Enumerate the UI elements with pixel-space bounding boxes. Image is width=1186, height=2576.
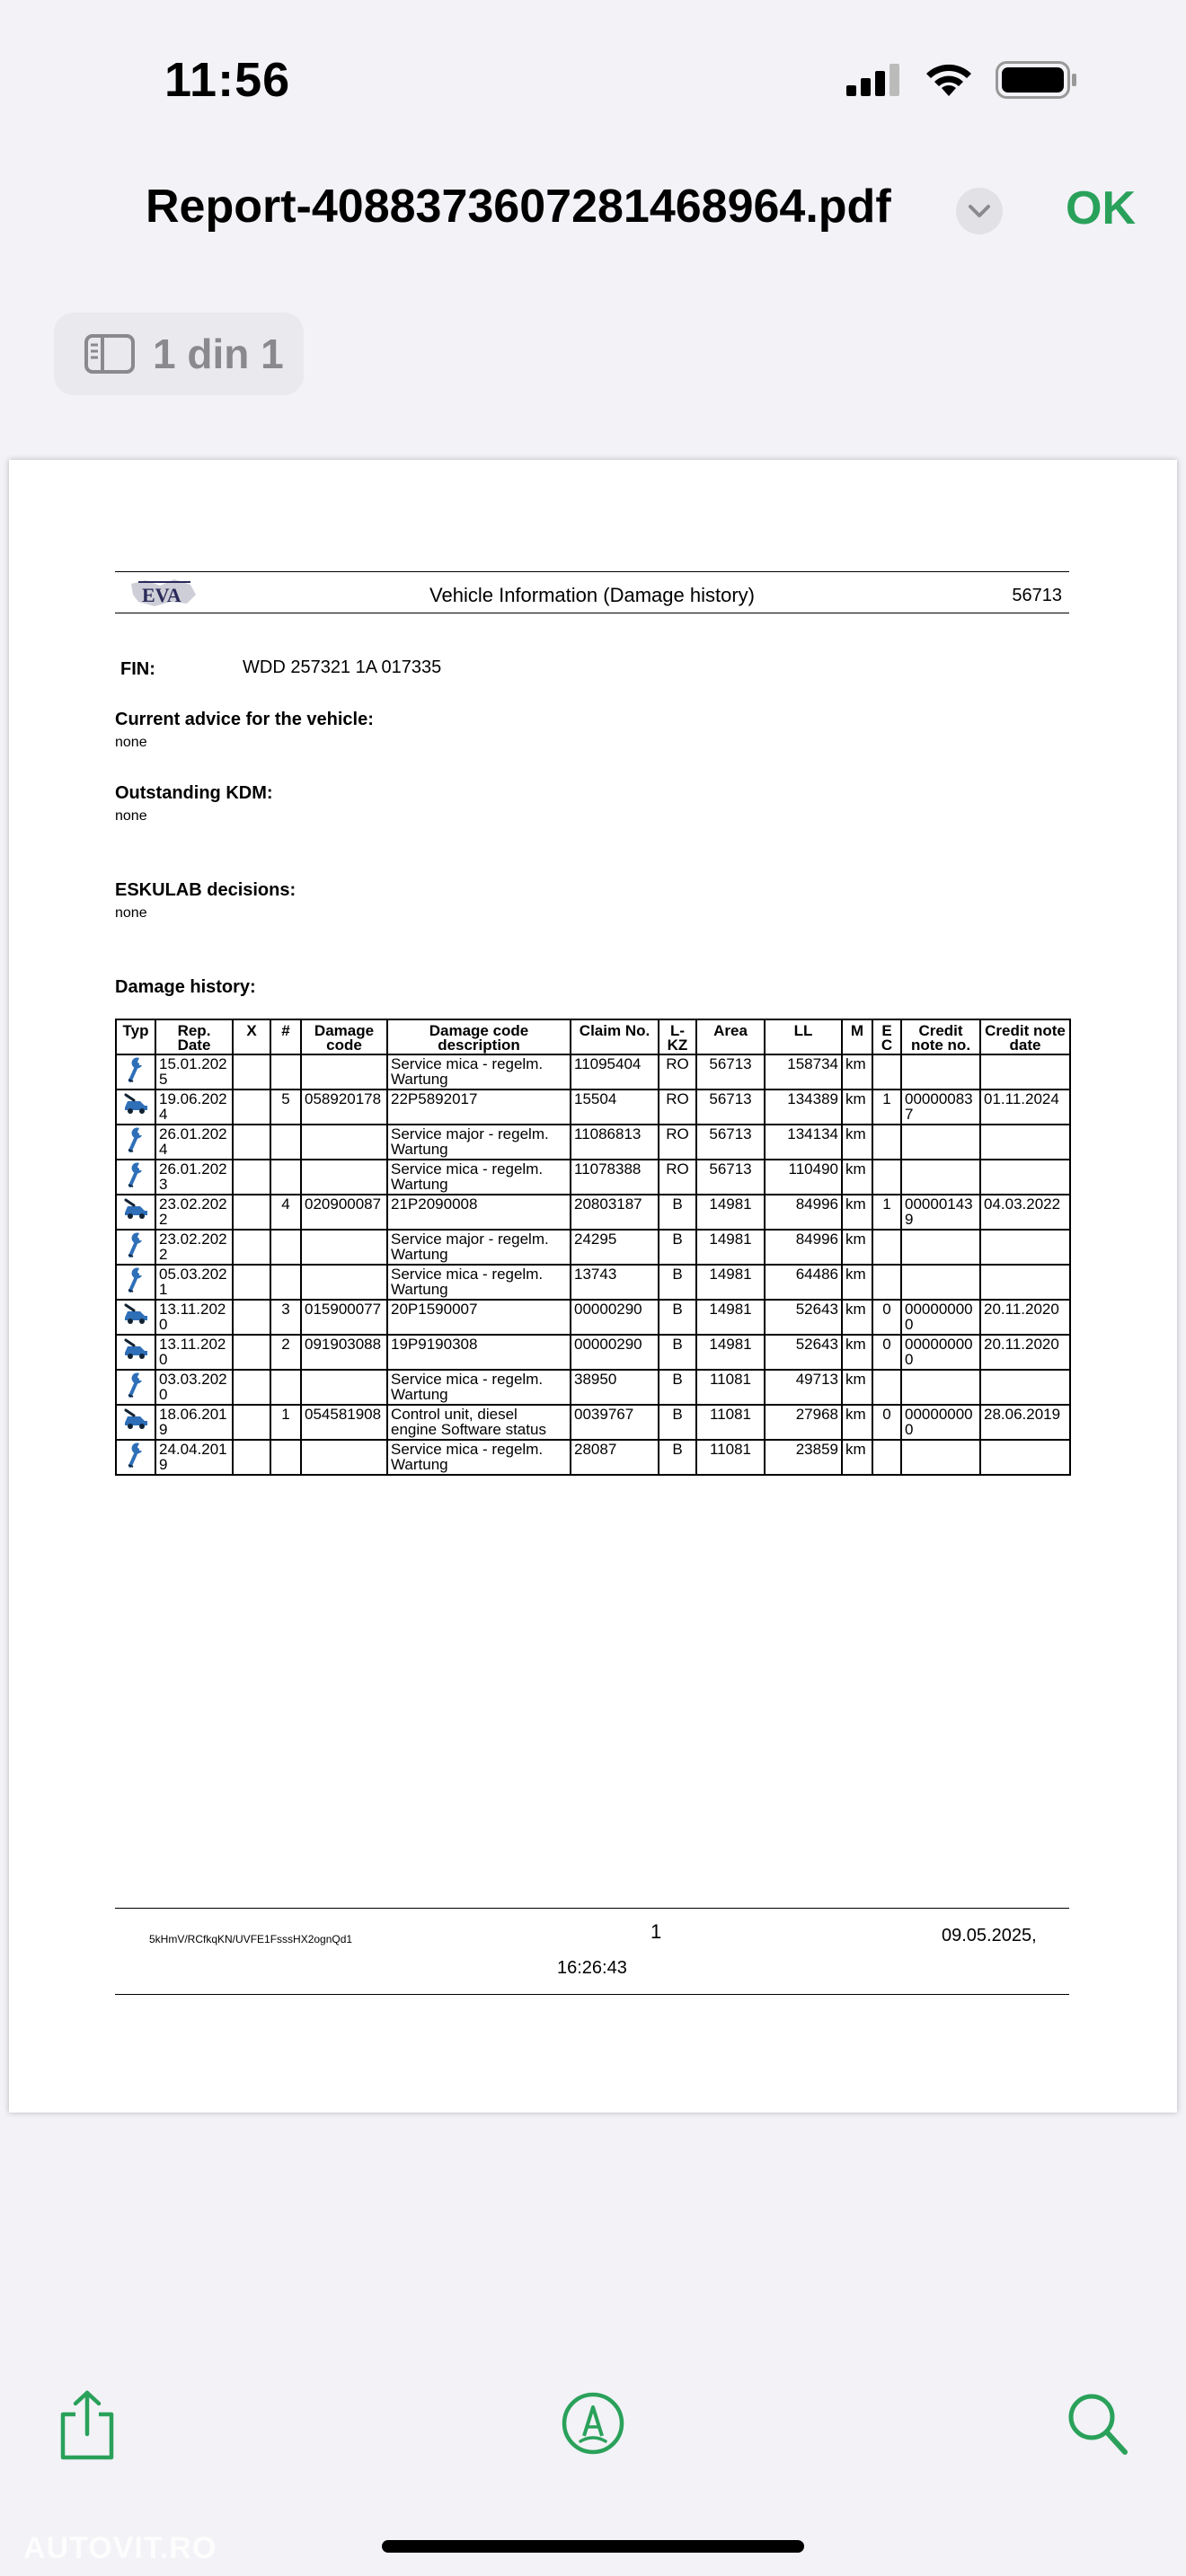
cell-type [116,1125,155,1160]
cell-number: 5 [270,1090,301,1125]
cell-area: 14981 [696,1230,765,1265]
cell-type [116,1335,155,1370]
cell-type [116,1160,155,1195]
cell-rep-date: 23.02.2022 [155,1230,233,1265]
cell-damage-code [301,1230,387,1265]
cell-damage-code [301,1370,387,1405]
share-button[interactable] [56,2389,119,2466]
cell-m: km [842,1300,872,1335]
status-icons [846,61,1078,99]
cell-type [116,1054,155,1090]
cell-claim-no: 00000290 [571,1300,659,1335]
cell-claim-no: 20803187 [571,1195,659,1230]
cell-credit-note-date: 20.11.2020 [980,1335,1070,1370]
service-wrench-icon [126,1266,146,1293]
cell-area: 11081 [696,1405,765,1440]
pdf-page[interactable] [9,460,1177,2113]
cell-credit-note-date: 01.11.2024 [980,1090,1070,1125]
cell-ec: 0 [872,1335,901,1370]
damage-history-table [115,1019,1071,1476]
cell-type [116,1370,155,1405]
cell-ll: 49713 [765,1370,842,1405]
cell-ec: 0 [872,1405,901,1440]
cell-ll: 134134 [765,1125,842,1160]
table-row [116,1090,1070,1125]
cell-claim-no: 15504 [571,1090,659,1125]
cell-area: 56713 [696,1054,765,1090]
cell-lkz: B [659,1300,696,1335]
cell-credit-note-date: 20.11.2020 [980,1300,1070,1335]
cell-claim-no: 24295 [571,1230,659,1265]
cell-m: km [842,1335,872,1370]
cell-ll: 84996 [765,1230,842,1265]
cell-credit-note-no [901,1125,980,1160]
cell-credit-note-no [901,1440,980,1475]
cell-m: km [842,1090,872,1125]
cell-credit-note-date [980,1160,1070,1195]
table-row [116,1195,1070,1230]
cell-credit-note-no: 000000000 [901,1300,980,1335]
footer-date: 09.05.2025, [942,1926,1037,1945]
cell-m: km [842,1405,872,1440]
cell-ec: 1 [872,1195,901,1230]
cell-credit-note-date [980,1265,1070,1300]
repair-car-icon [122,1407,149,1430]
cell-area: 14981 [696,1300,765,1335]
cell-type [116,1300,155,1335]
watermark: AUTOVIT.RO [23,2531,217,2565]
cell-rep-date: 15.01.2025 [155,1054,233,1090]
service-wrench-icon [126,1442,146,1469]
outstanding-kdm-label: Outstanding KDM: [115,783,273,803]
cell-x [233,1370,270,1405]
cell-damage-description: Service major - regelm. Wartung [387,1230,571,1265]
cell-type [116,1195,155,1230]
col-header-typ: Typ [116,1019,155,1054]
cell-area: 56713 [696,1160,765,1195]
svg-text:EVA: EVA [142,584,181,606]
table-row [116,1160,1070,1195]
cell-x [233,1265,270,1300]
cell-ec [872,1265,901,1300]
cell-number [270,1054,301,1090]
cell-ll: 110490 [765,1160,842,1195]
cell-damage-description: Service major - regelm. Wartung [387,1125,571,1160]
fin-value: WDD 257321 1A 017335 [243,657,442,677]
cell-ec [872,1054,901,1090]
cell-ll: 52643 [765,1300,842,1335]
cell-lkz: RO [659,1054,696,1090]
cell-credit-note-date [980,1440,1070,1475]
status-time: 11:56 [164,53,291,107]
sidebar-icon [84,334,135,374]
damage-history-label: Damage history: [115,977,256,997]
cell-type [116,1230,155,1265]
wifi-icon [924,62,974,98]
cell-rep-date: 26.01.2024 [155,1125,233,1160]
cell-rep-date: 24.04.2019 [155,1440,233,1475]
cell-ec [872,1440,901,1475]
cell-credit-note-date [980,1054,1070,1090]
cell-area: 11081 [696,1440,765,1475]
table-row [116,1125,1070,1160]
cell-lkz: B [659,1440,696,1475]
col-header-ec: E C [872,1019,901,1054]
cell-x [233,1440,270,1475]
footer-top-rule [115,1908,1069,1909]
title-menu-button[interactable] [956,188,1003,234]
cell-ec [872,1230,901,1265]
cell-lkz: RO [659,1125,696,1160]
cell-number: 3 [270,1300,301,1335]
cell-ll: 134389 [765,1090,842,1125]
col-header-claim-no: Claim No. [571,1019,659,1054]
cell-number [270,1230,301,1265]
cell-rep-date: 18.06.2019 [155,1405,233,1440]
markup-pen-icon [561,2389,625,2457]
cell-number: 2 [270,1335,301,1370]
col-header-lkz: L-KZ [659,1019,696,1054]
service-wrench-icon [126,1372,146,1398]
cell-number: 1 [270,1405,301,1440]
cell-x [233,1160,270,1195]
cell-damage-description: Control unit, diesel engine Software status [387,1405,571,1440]
service-wrench-icon [126,1161,146,1188]
eskulab-value: none [115,905,147,921]
cell-area: 11081 [696,1370,765,1405]
header-number: 56713 [1012,586,1062,605]
fin-label: FIN: [120,659,155,679]
cell-m: km [842,1370,872,1405]
cell-x [233,1335,270,1370]
share-icon [56,2389,119,2461]
cell-damage-code [301,1440,387,1475]
cell-type [116,1440,155,1475]
cell-rep-date: 03.03.2020 [155,1370,233,1405]
cell-x [233,1090,270,1125]
col-header-damage-description: Damage code description [387,1019,571,1054]
cell-number [270,1160,301,1195]
markup-button[interactable] [561,2389,625,2462]
cell-credit-note-no: 000000837 [901,1090,980,1125]
table-header-row [116,1019,1070,1054]
cell-damage-description: Service mica - regelm. Wartung [387,1160,571,1195]
header-top-rule [115,571,1069,572]
cell-ec [872,1125,901,1160]
battery-icon [996,61,1078,99]
cell-ec [872,1160,901,1195]
table-row [116,1054,1070,1090]
cell-ec: 0 [872,1300,901,1335]
cell-claim-no: 11086813 [571,1125,659,1160]
cell-claim-no: 38950 [571,1370,659,1405]
cell-rep-date: 13.11.2020 [155,1300,233,1335]
cell-damage-description: 21P2090008 [387,1195,571,1230]
cell-rep-date: 13.11.2020 [155,1335,233,1370]
footer-code: 5kHmV/RCfkqKN/UVFE1FsssHX2ognQd1 [149,1933,353,1945]
page-indicator-label: 1 din 1 [153,331,284,377]
cell-m: km [842,1125,872,1160]
cell-m: km [842,1160,872,1195]
table-row [116,1405,1070,1440]
table-row [116,1230,1070,1265]
cell-x [233,1230,270,1265]
col-header-damage-code: Damage code [301,1019,387,1054]
current-advice-value: none [115,735,147,750]
cell-area: 14981 [696,1195,765,1230]
cell-type [116,1405,155,1440]
cell-lkz: B [659,1195,696,1230]
service-wrench-icon [126,1056,146,1083]
cell-damage-description: 20P1590007 [387,1300,571,1335]
cell-lkz: B [659,1405,696,1440]
cell-ll: 64486 [765,1265,842,1300]
cell-number [270,1370,301,1405]
cell-x [233,1195,270,1230]
cell-claim-no: 11095404 [571,1054,659,1090]
cell-number [270,1265,301,1300]
footer-bottom-rule [115,1994,1069,1995]
repair-car-icon [122,1196,149,1220]
cell-ec [872,1370,901,1405]
cell-m: km [842,1230,872,1265]
cell-damage-description: 22P5892017 [387,1090,571,1125]
cell-type [116,1090,155,1125]
cell-x [233,1125,270,1160]
cell-credit-note-no [901,1230,980,1265]
table-row [116,1335,1070,1370]
col-header-m: M [842,1019,872,1054]
cell-damage-code [301,1054,387,1090]
cell-credit-note-no [901,1054,980,1090]
cell-area: 56713 [696,1090,765,1125]
repair-car-icon [122,1301,149,1325]
cell-claim-no: 28087 [571,1440,659,1475]
cell-claim-no: 00000290 [571,1335,659,1370]
footer-page-number: 1 [651,1920,662,1943]
cell-rep-date: 05.03.2021 [155,1265,233,1300]
cell-credit-note-no: 000000000 [901,1405,980,1440]
cell-m: km [842,1054,872,1090]
home-indicator[interactable] [382,2540,804,2553]
cell-credit-note-date [980,1370,1070,1405]
cell-x [233,1054,270,1090]
service-wrench-icon [126,1231,146,1258]
col-header-rep-date: Rep. Date [155,1019,233,1054]
col-header-number: # [270,1019,301,1054]
col-header-x: X [233,1019,270,1054]
cell-number [270,1125,301,1160]
chevron-down-icon [968,204,991,218]
col-header-area: Area [696,1019,765,1054]
cell-damage-code: 091903088 [301,1335,387,1370]
cell-damage-description: Service mica - regelm. Wartung [387,1440,571,1475]
damage-history-rows [116,1054,1070,1475]
cell-m: km [842,1195,872,1230]
cell-damage-code: 058920178 [301,1090,387,1125]
cell-damage-description: Service mica - regelm. Wartung [387,1370,571,1405]
repair-car-icon [122,1337,149,1360]
cell-lkz: B [659,1265,696,1300]
col-header-credit-note-no: Credit note no. [901,1019,980,1054]
cell-credit-note-date: 04.03.2022 [980,1195,1070,1230]
cell-ll: 27968 [765,1405,842,1440]
cell-claim-no: 0039767 [571,1405,659,1440]
cell-area: 14981 [696,1265,765,1300]
table-row [116,1440,1070,1475]
col-header-ll: LL [765,1019,842,1054]
cell-rep-date: 26.01.2023 [155,1160,233,1195]
cell-area: 14981 [696,1335,765,1370]
cell-damage-description: Service mica - regelm. Wartung [387,1265,571,1300]
cell-credit-note-no [901,1265,980,1300]
cell-lkz: RO [659,1160,696,1195]
col-header-credit-note-date: Credit note date [980,1019,1070,1054]
ok-button[interactable]: OK [1066,182,1136,234]
cell-claim-no: 11078388 [571,1160,659,1195]
cell-rep-date: 23.02.2022 [155,1195,233,1230]
cell-ll: 52643 [765,1335,842,1370]
eskulab-label: ESKULAB decisions: [115,880,296,900]
cell-ec: 1 [872,1090,901,1125]
current-advice-label: Current advice for the vehicle: [115,710,374,729]
cell-damage-code [301,1265,387,1300]
cell-area: 56713 [696,1125,765,1160]
cell-ll: 23859 [765,1440,842,1475]
cell-damage-code: 054581908 [301,1405,387,1440]
document-title[interactable]: Report-408837360728146896​4.pdf [146,181,891,233]
cell-m: km [842,1265,872,1300]
cell-m: km [842,1440,872,1475]
footer-time: 16:26:43 [557,1958,627,1978]
cell-number: 4 [270,1195,301,1230]
cell-credit-note-no [901,1370,980,1405]
cell-credit-note-no [901,1160,980,1195]
cell-damage-code [301,1160,387,1195]
cell-type [116,1265,155,1300]
cell-rep-date: 19.06.2024 [155,1090,233,1125]
cell-credit-note-no: 000000000 [901,1335,980,1370]
cell-damage-code: 020900087 [301,1195,387,1230]
service-wrench-icon [126,1126,146,1153]
repair-car-icon [122,1091,149,1115]
cell-claim-no: 13743 [571,1265,659,1300]
cell-ll: 84996 [765,1195,842,1230]
cell-lkz: B [659,1335,696,1370]
report-title: Vehicle Information (Damage history) [429,584,755,606]
cell-x [233,1405,270,1440]
cell-lkz: RO [659,1090,696,1125]
cell-damage-description: Service mica - regelm. Wartung [387,1054,571,1090]
cell-damage-description: 19P9190308 [387,1335,571,1370]
cellular-signal-icon [846,64,902,96]
cell-credit-note-date [980,1125,1070,1160]
table-row [116,1300,1070,1335]
outstanding-kdm-value: none [115,808,147,824]
search-button[interactable] [1066,2389,1130,2462]
cell-number [270,1440,301,1475]
table-row [116,1370,1070,1405]
cell-damage-code: 015900077 [301,1300,387,1335]
search-icon [1066,2389,1130,2457]
cell-credit-note-date [980,1230,1070,1265]
cell-lkz: B [659,1370,696,1405]
cell-x [233,1300,270,1335]
cell-credit-note-no: 000001439 [901,1195,980,1230]
table-row [116,1265,1070,1300]
cell-damage-code [301,1125,387,1160]
cell-lkz: B [659,1230,696,1265]
page-indicator[interactable] [54,313,304,395]
cell-credit-note-date: 28.06.2019 [980,1405,1070,1440]
cell-ll: 158734 [765,1054,842,1090]
